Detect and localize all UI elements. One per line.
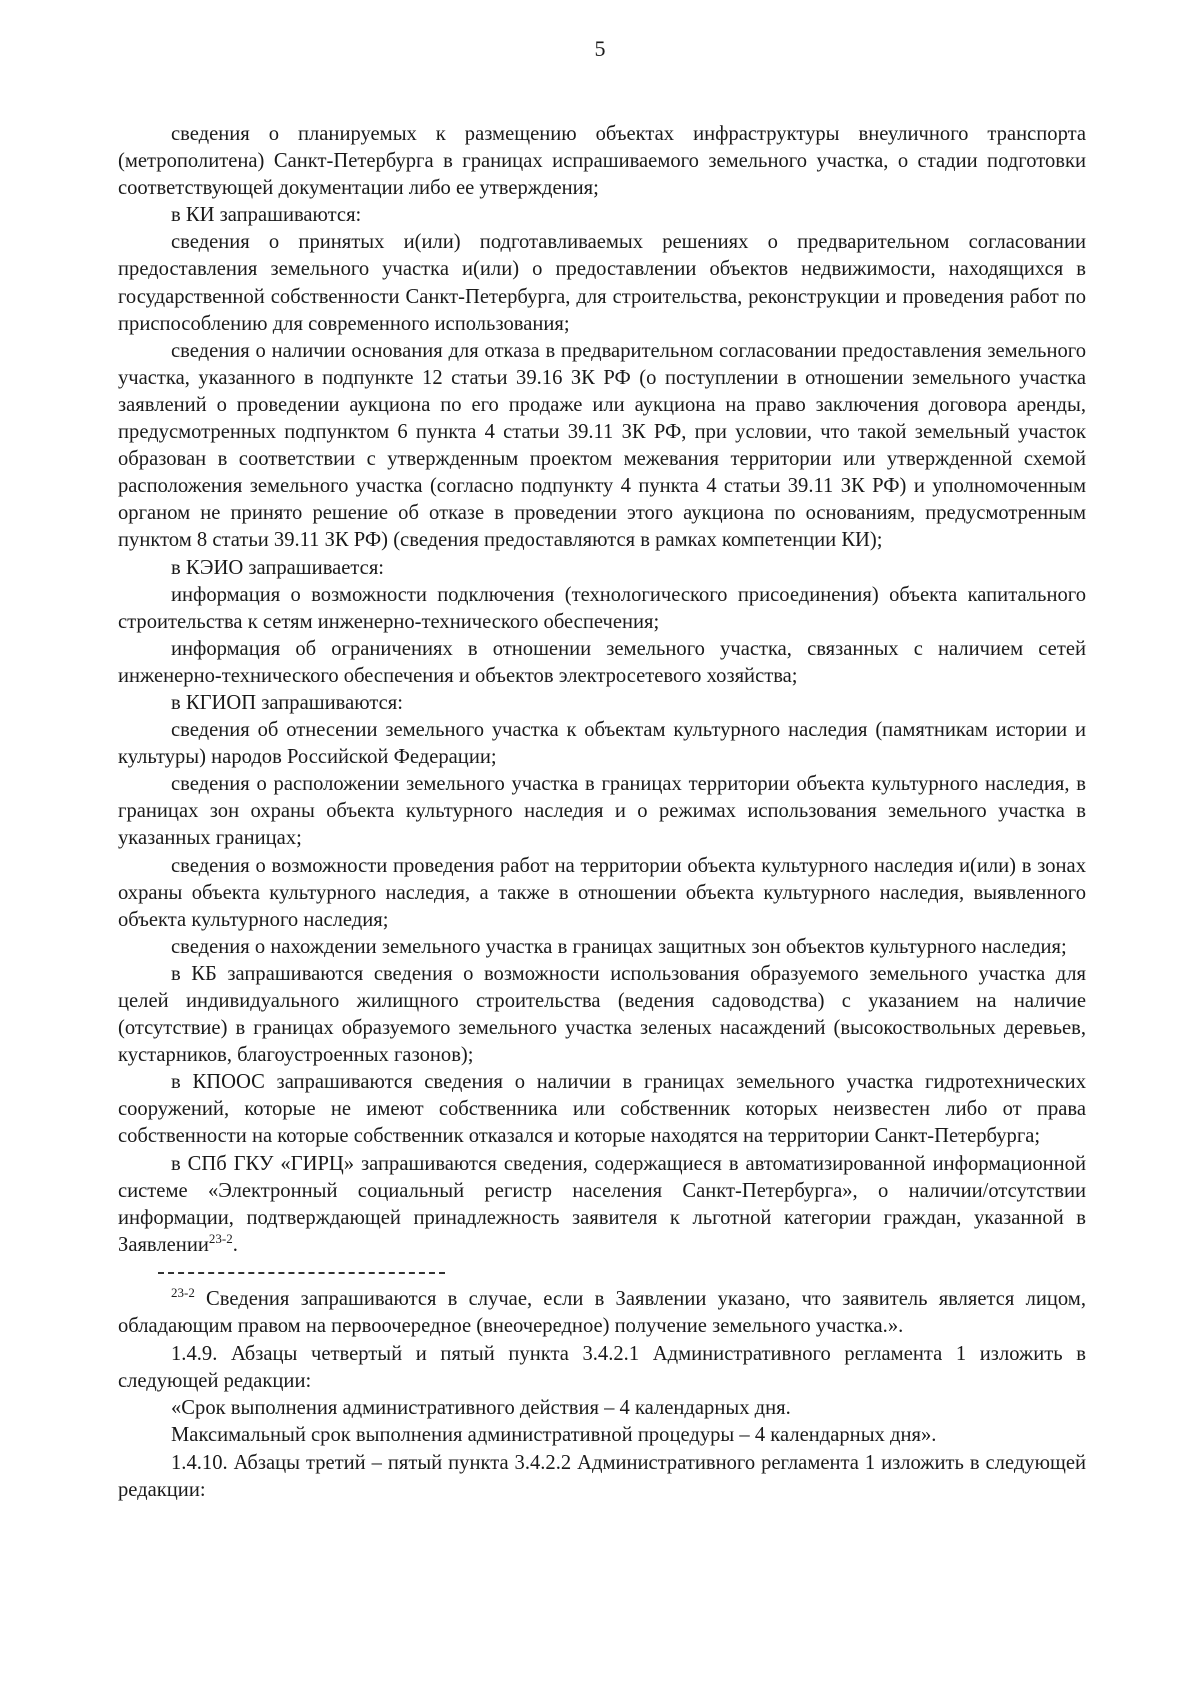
footnote-separator	[158, 1272, 445, 1274]
paragraph-with-footnote-ref	[118, 1151, 1086, 1259]
paragraph: «Срок выполнения административного действия – 4 календарных дня.	[171, 1397, 791, 1420]
footnote-text: Сведения запрашиваются в случае, если в Заявлении указано, что заявитель является лицом, обладающим правом на первоочередное (внеочередное) получение земельного участка.».	[118, 1287, 1086, 1338]
paragraph: сведения о наличии основания для отказа в предварительном согласовании предоставления земельного участка, указанного в подпункте 12 статьи 39.16 ЗК РФ (о поступлении в отношении земельного участка заявлений о проведении аукциона по его продаже или аукциона на право заключения договора аренды, предусмотренных подпунктом 6 пункта 4 статьи 39.11 ЗК РФ, при условии, что такой земельный участок образован в соответствии с утвержденным проектом межевания территории или утвержденной схемой расположения земельного участка (согласно подпункту 4 пункта 4 статьи 39.11 ЗК РФ) и уполномоченным органом не принято решение об отказе в проведении этого аукциона по основаниям, предусмотренным пунктом 8 статьи 39.11 ЗК РФ) (сведения предоставляются в рамках компетенции КИ);	[118, 339, 1086, 552]
paragraph: информация об ограничениях в отношении земельного участка, связанных с наличием сетей инженерно-технического обеспечения и объектов электросетевого хозяйства;	[118, 637, 1086, 687]
paragraph: в КЭИО запрашивается:	[171, 556, 385, 579]
paragraph: сведения о планируемых к размещению объектах инфраструктуры внеуличного транспорта (метрополитена) Санкт-Петербурга в границах испрашиваемого земельного участка, о стадии подготовки соответствующей документации либо ее утверждения;	[118, 123, 1086, 200]
paragraph: Максимальный срок выполнения административной процедуры – 4 календарных дня».	[171, 1424, 937, 1447]
paragraph: в КГИОП запрашиваются:	[171, 691, 403, 714]
paragraph: информация о возможности подключения (технологического присоединения) объекта капитального строительства к сетям инженерно-технического обеспечения;	[118, 583, 1086, 633]
paragraph: 1.4.10. Абзацы третий – пятый пункта 3.4.2.2 Административного регламента 1 изложить в следующей редакции:	[118, 1451, 1086, 1501]
footnote-marker: 23-2	[171, 1285, 195, 1301]
paragraph: в КБ запрашиваются сведения о возможности использования образуемого земельного участка для целей индивидуального жилищного строительства (ведения садоводства) с указанием на наличие (отсутствие) в границах образуемого земельного участка зеленых насаждений (высокоствольных деревьев, кустарников, благоустроенных газонов);	[118, 962, 1086, 1067]
document-body	[118, 121, 1086, 1504]
paragraph: 1.4.9. Абзацы четвертый и пятый пункта 3.4.2.1 Административного регламента 1 изложить в следующей редакции:	[118, 1343, 1086, 1393]
paragraph: сведения о принятых и(или) подготавливаемых решениях о предварительном согласовании предоставления земельного участка и(или) о предоставлении объектов недвижимости, находящихся в государственной собственности Санкт-Петербурга, для строительства, реконструкции и проведения работ по приспособлению для современного использования;	[118, 231, 1086, 335]
footnote-reference: 23-2	[208, 1230, 233, 1246]
paragraph-text: в СПб ГКУ «ГИРЦ» запрашиваются сведения, содержащиеся в автоматизированной информационной системе «Электронный социальный регистр населения Санкт-Петербурга», о наличии/отсутствии информации, подтверждающей принадлежность заявителя к льготной категории граждан, указанной в Заявлении	[118, 1152, 1086, 1256]
page-number: 5	[594, 36, 606, 61]
paragraph: сведения об отнесении земельного участка к объектам культурного наследия (памятникам истории и культуры) народов Российской Федерации;	[118, 719, 1086, 769]
paragraph: в КПООС запрашиваются сведения о наличии в границах земельного участка гидротехнических сооружений, которые не имеют собственника или собственник которых неизвестен либо от права собственности на которые собственник отказался и которые находятся на территории Санкт-Петербурга;	[118, 1071, 1086, 1148]
paragraph: сведения о расположении земельного участка в границах территории объекта культурного наследия, в границах зон охраны объекта культурного наследия и о режимах использования земельного участка в указанных границах;	[118, 773, 1086, 850]
paragraph: в КИ запрашиваются:	[171, 204, 362, 227]
paragraph: сведения о нахождении земельного участка в границах защитных зон объектов культурного наследия;	[171, 935, 1067, 958]
paragraph-end: .	[232, 1233, 238, 1256]
paragraph: сведения о возможности проведения работ на территории объекта культурного наследия и(или) в зонах охраны объекта культурного наследия, а также в отношении объекта культурного наследия, выявленного объекта культурного наследия;	[118, 854, 1086, 931]
footnote	[118, 1286, 1086, 1340]
